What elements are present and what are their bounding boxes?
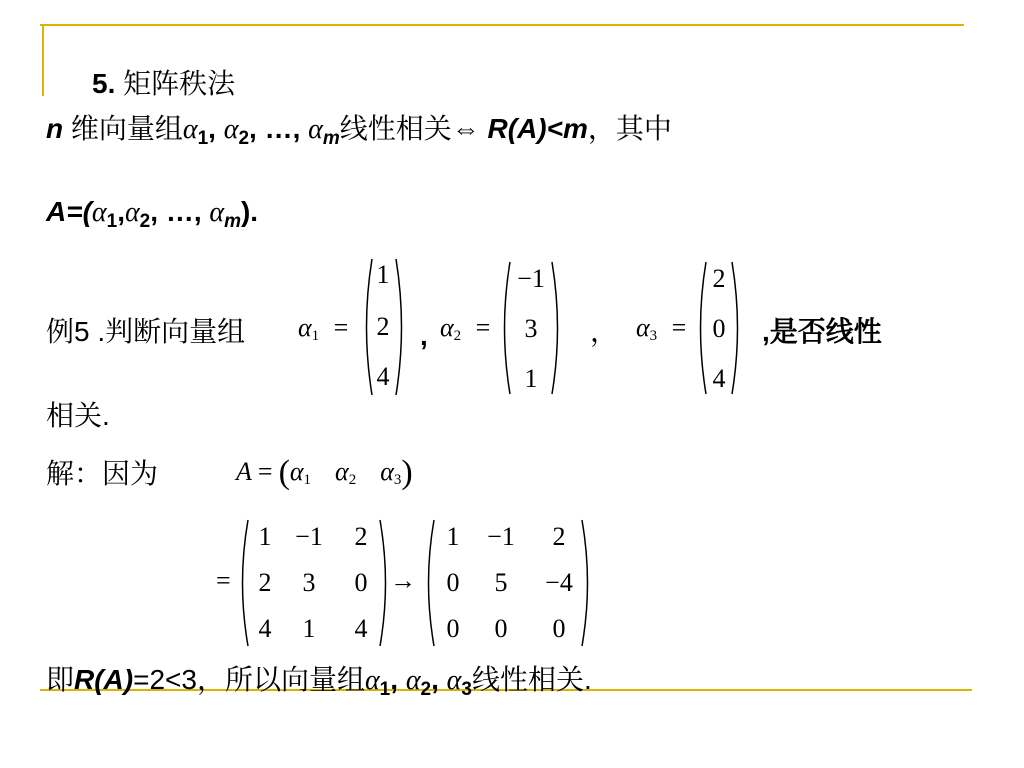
- def-sub-m: m: [224, 211, 241, 232]
- equals-sign: =: [216, 566, 231, 595]
- theorem-relation: 线性相关⇔: [339, 113, 488, 144]
- heading-title: 矩阵秩法: [123, 68, 236, 99]
- solution-matrix-def: A = (α1 α2 α3): [236, 454, 413, 491]
- matrix-cell: −4: [545, 568, 573, 597]
- conclusion-lead: 即: [46, 664, 75, 695]
- def-comma-1: ,: [117, 196, 125, 227]
- conclusion-comma-1: ,: [390, 664, 406, 695]
- theorem-sub-m: m: [322, 128, 340, 149]
- vector-2-entry: −1: [517, 264, 545, 293]
- vector-1-entry: 4: [376, 362, 390, 391]
- matrix-def-lead: A=(: [46, 196, 92, 227]
- theorem-alpha-m: α: [308, 114, 323, 145]
- matrix-cell: 1: [446, 522, 460, 551]
- matrix-cell: 4: [354, 614, 368, 643]
- left-accent-line: [42, 24, 44, 96]
- example-comma-1: ,: [420, 320, 428, 351]
- row-reduce-arrow: →: [390, 566, 416, 595]
- def-sub-2: 2: [139, 211, 151, 232]
- vector-1-entry: 1: [376, 260, 390, 289]
- matrix-cell: −1: [487, 522, 515, 551]
- vector-2-entry: 1: [524, 364, 538, 393]
- theorem-alpha-2: α: [223, 114, 239, 145]
- matrix-cell: 0: [446, 614, 460, 643]
- def-sub-1: 1: [106, 211, 118, 232]
- conclusion-sub-2: 2: [420, 679, 432, 700]
- matrix-cell: 4: [258, 614, 272, 643]
- example-tail: ,是否线性: [762, 316, 882, 347]
- def-ellipsis: …,: [165, 196, 210, 227]
- heading-number: 5: [92, 68, 108, 99]
- vector-2-right-paren: [550, 260, 564, 396]
- theorem-sub-1: 1: [197, 128, 209, 149]
- vector-1-name: α1 =: [298, 313, 349, 344]
- matrix-cell: 3: [302, 568, 316, 597]
- matrix-cell: 0: [552, 614, 566, 643]
- heading-separator: .: [107, 68, 116, 99]
- vector-3-name: α3 =: [636, 313, 687, 344]
- matrix-cell: 2: [354, 522, 368, 551]
- matrix-cell: 1: [302, 614, 316, 643]
- def-alpha-1: α: [91, 197, 107, 228]
- def-alpha-2: α: [124, 197, 140, 228]
- conclusion-alpha-1: α: [364, 665, 380, 696]
- theorem-line-2: [46, 198, 258, 231]
- def-alpha-m: α: [209, 197, 225, 228]
- vector-1-right-paren: [394, 257, 408, 397]
- example-tail-line-2: 相关.: [46, 400, 110, 431]
- matrix-cell: 0: [446, 568, 460, 597]
- solution-label: 解：因为: [46, 458, 159, 489]
- theorem-sub-2: 2: [238, 128, 250, 149]
- matrix-cell: 2: [258, 568, 272, 597]
- conclusion-alpha-2: α: [405, 665, 421, 696]
- example-label: 例5 .判断向量组: [46, 316, 246, 347]
- vector-3-entry: 0: [712, 314, 726, 343]
- conclusion-tail: 线性相关.: [471, 664, 592, 695]
- matrix-cell: 1: [258, 522, 272, 551]
- vector-3-right-paren: [730, 260, 744, 396]
- conclusion-rank: R(A): [74, 664, 134, 695]
- matrix-cell: 5: [494, 568, 508, 597]
- section-heading: [92, 70, 235, 98]
- vector-3-entry: 2: [712, 264, 726, 293]
- theorem-ellipsis: …,: [264, 113, 309, 144]
- top-accent-line: [40, 24, 964, 26]
- theorem-line-1: [46, 115, 672, 148]
- def-comma-2: ,: [150, 196, 166, 227]
- theorem-n: n: [46, 113, 64, 144]
- matrix-cell: 0: [494, 614, 508, 643]
- conclusion-sub-1: 1: [379, 679, 391, 700]
- def-end: ).: [240, 196, 259, 227]
- vector-3-entry: 4: [712, 364, 726, 393]
- theorem-tail: ，其中: [587, 113, 672, 144]
- vector-1-entry: 2: [376, 312, 390, 341]
- matrix-cell: 2: [552, 522, 566, 551]
- matrix-2-right-paren: [580, 518, 594, 648]
- conclusion-mid: =2<3，所以向量组: [133, 664, 365, 695]
- theorem-comma-1: ,: [208, 113, 224, 144]
- theorem-rank: R(A)<: [487, 113, 563, 144]
- theorem-m: m: [562, 113, 588, 144]
- vector-2-name: α2 =: [440, 313, 491, 344]
- vector-2-entry: 3: [524, 314, 538, 343]
- matrix-cell: 0: [354, 568, 368, 597]
- matrix-cell: −1: [295, 522, 323, 551]
- conclusion-sub-3: 3: [461, 679, 472, 700]
- theorem-lead: 维向量组: [63, 113, 183, 144]
- example-comma-2: ，: [590, 316, 619, 347]
- conclusion-line: [46, 666, 592, 699]
- theorem-comma-2: ,: [249, 113, 265, 144]
- conclusion-comma-2: ,: [431, 664, 447, 695]
- theorem-alpha-1: α: [182, 114, 198, 145]
- conclusion-alpha-3: α: [446, 665, 462, 696]
